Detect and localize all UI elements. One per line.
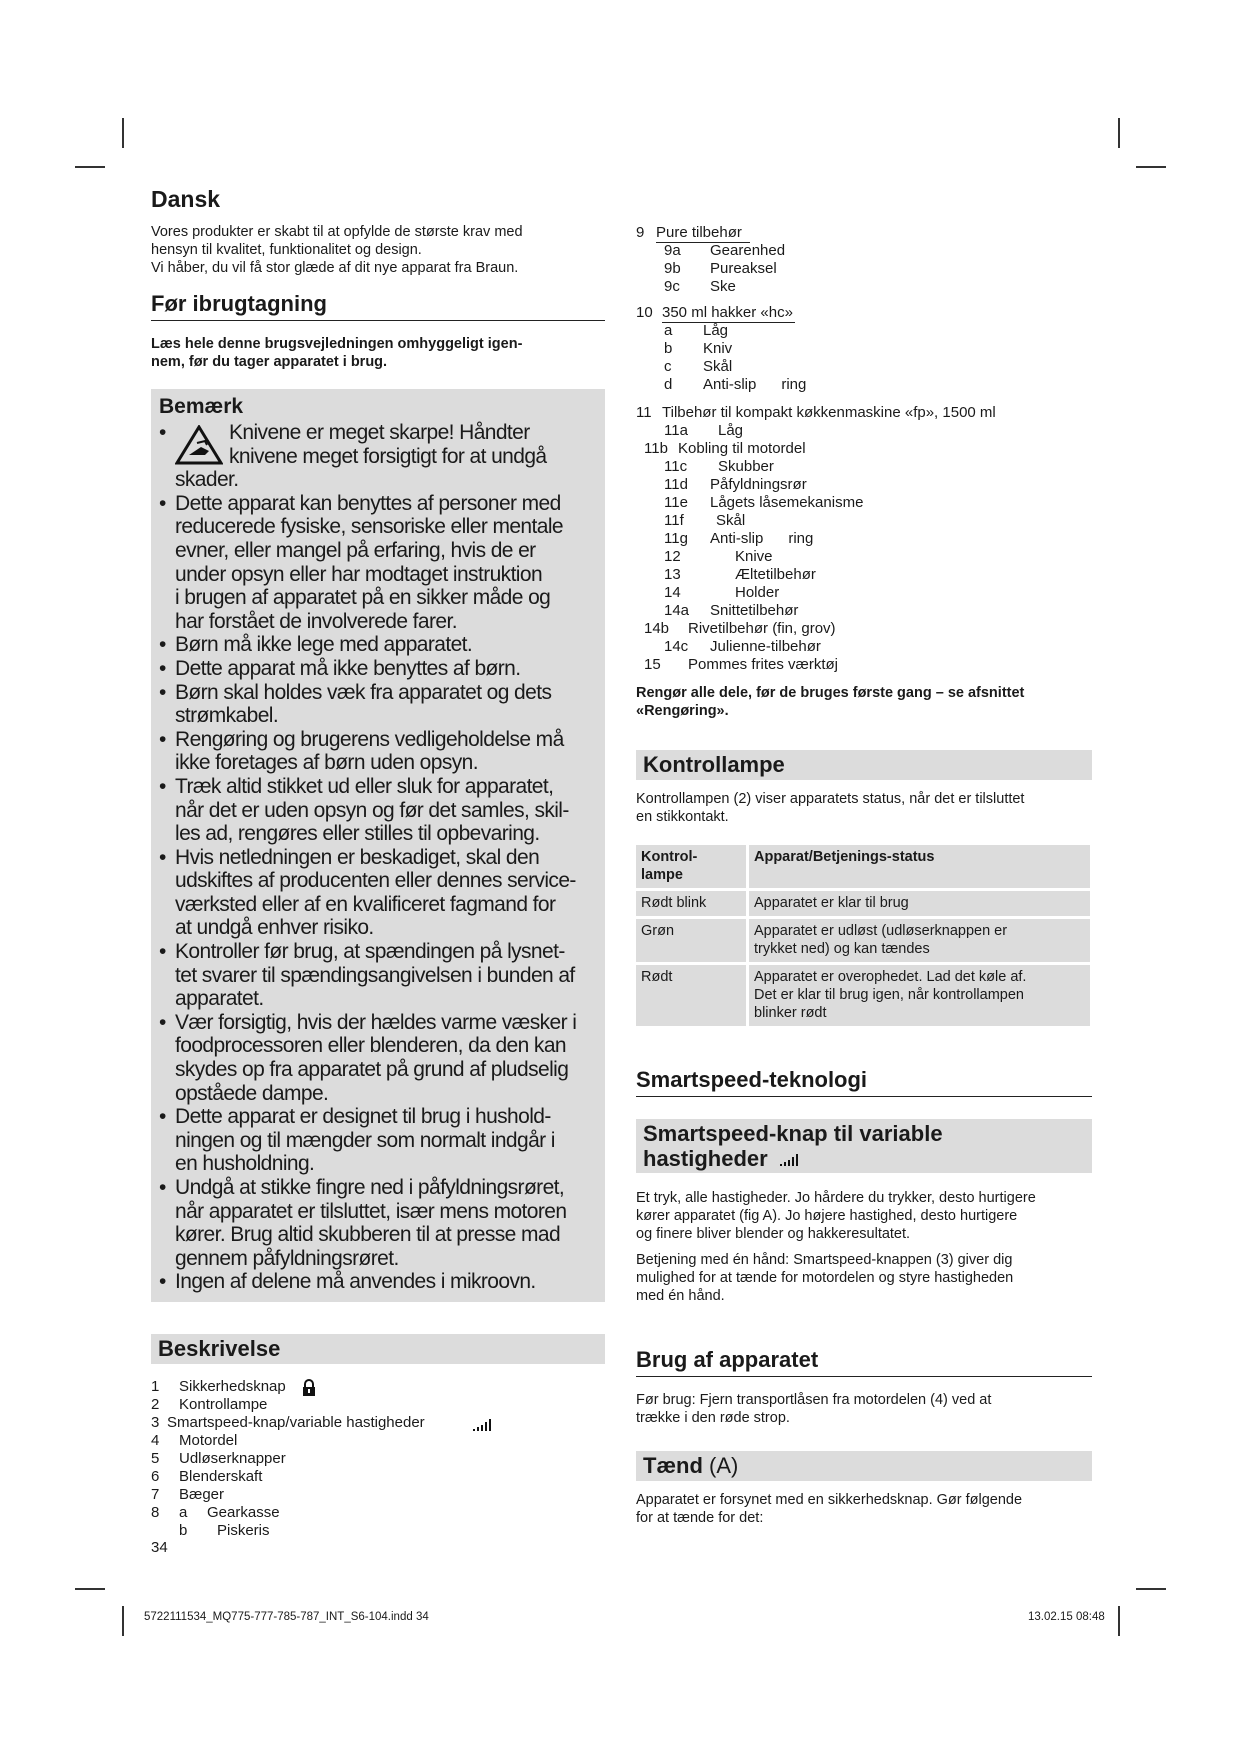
left-column <box>151 186 605 1540</box>
list-item: 9b Pureaksel <box>664 260 777 277</box>
clean-note: Rengør alle dele, før de bruges første gang – se afsnittet «Rengøring». <box>636 685 1025 719</box>
crop-mark <box>75 166 105 168</box>
smartspeed-band-heading: Smartspeed-knap til variable hastigheder <box>636 1119 1092 1173</box>
list-item: 9a Gearenhed <box>664 242 786 259</box>
table-row: Rødt Apparatet er overophedet. Lad det køle af. Det er klar til brug igen, når kontrollampen blinker rødt <box>636 965 1090 1026</box>
list-item: 6 Blenderskaft <box>151 1467 263 1485</box>
list-item: 11f Skål <box>664 512 746 529</box>
parts-list <box>636 224 1092 674</box>
smartspeed-heading: Smartspeed-teknologi <box>636 1067 1092 1097</box>
warning-item: • Knivene er meget skarpe! Håndter knivene meget forsigtigt for at undgå skader. <box>159 421 547 492</box>
list-item: 11a Låg <box>664 422 744 439</box>
smartspeed-text-2: Betjening med én hånd: Smartspeed-knappen (3) giver dig mulighed for at tænde for motordelen og styre hastigheden med én hånd. <box>636 1252 1014 1304</box>
page-number: 34 <box>151 1539 168 1556</box>
list-item: 11 Tilbehør til kompakt køkkenmaskine «fp», 1500 ml <box>636 404 996 421</box>
list-item: 5 Udløserknapper <box>151 1449 286 1467</box>
list-item: 14c Julienne-tilbehør <box>664 638 821 655</box>
note-item: • Dette apparat må ikke benyttes af børn. <box>159 656 521 680</box>
lamp-text: Kontrollampen (2) viser apparatets status, når det er tilsluttet en stikkontakt. <box>636 791 1025 825</box>
footer-date: 13.02.15 08:48 <box>1028 1611 1105 1623</box>
list-item: 3 Smartspeed-knap/variable hastigheder <box>151 1414 605 1432</box>
list-item: 1 Sikkerhedsknap <box>151 1378 605 1396</box>
description-list <box>151 1378 605 1540</box>
list-item: 10 350 ml hakker «hc» <box>636 304 793 321</box>
on-text: Apparatet er forsynet med en sikkerhedsknap. Gør følgende for at tænde for det: <box>636 1492 1023 1526</box>
note-item: • Træk altid stikket ud eller sluk for apparatet, når det er uden opsyn og før det samles, skil- les ad, rengøres eller stilles til opbevaring. <box>159 774 569 846</box>
list-item: b Kniv <box>664 340 733 357</box>
crop-mark <box>75 1588 105 1590</box>
list-item: 9 Pure tilbehør <box>636 224 1092 242</box>
list-item: 7 Bæger <box>151 1485 225 1503</box>
list-item: 11d Påfyldningsrør <box>664 476 807 493</box>
list-item: 8 a Gearkasse <box>151 1503 280 1521</box>
smartspeed-text-1: Et tryk, alle hastigheder. Jo hårdere du trykker, desto hurtigere kører apparatet (fig A). Jo højere hastighed, desto hurtigere og finere bliver blender og hakkeresultatet. <box>636 1190 1036 1242</box>
crop-mark <box>1136 1588 1166 1590</box>
list-item: c Skål <box>664 358 733 375</box>
list-item: 15 Pommes frites værktøj <box>644 656 839 673</box>
list-item: 4 Motordel <box>151 1431 238 1449</box>
crop-mark <box>122 1606 124 1636</box>
crop-mark <box>1136 166 1166 168</box>
note-title: Bemærk <box>159 395 244 418</box>
lamp-status-table <box>633 842 1093 1029</box>
crop-mark <box>1118 1606 1120 1636</box>
note-item: • Ingen af delene må anvendes i mikroovn. <box>159 1270 536 1294</box>
table-row: Grøn Apparatet er udløst (udløserknappen er trykket ned) og kan tændes <box>636 919 1090 962</box>
note-item: • Undgå at stikke fingre ned i påfyldningsrøret, når apparatet er tilsluttet, især mens motoren kører. Brug altid skubberen til at presse mad gennem påfyldningsrøret. <box>159 1176 567 1270</box>
table-row: Rødt blink Apparatet er klar til brug <box>636 891 1090 916</box>
use-heading: Brug af apparatet <box>636 1347 1092 1377</box>
list-item: 13 Æltetilbehør <box>664 566 816 583</box>
list-item: 12 Knive <box>664 548 773 565</box>
note-item: • Dette apparat er designet til brug i hushold- ningen og til mængder som normalt indgår i en husholdning. <box>159 1105 555 1176</box>
table-header-cell: Apparat/Betjenings-status <box>749 845 1090 888</box>
language-heading: Dansk <box>151 186 221 212</box>
speed-bars-icon <box>780 1146 798 1171</box>
lamp-heading: Kontrollampe <box>636 750 1092 780</box>
note-item: • Børn skal holdes væk fra apparatet og dets strømkabel. <box>159 680 552 728</box>
crop-mark <box>1118 118 1120 148</box>
list-item: 11c Skubber <box>664 458 774 475</box>
note-item: • Rengøring og brugerens vedligeholdelse må ikke foretages af børn uden opsyn. <box>159 727 564 775</box>
list-item: 11g Anti-slip ring <box>664 530 814 547</box>
list-item: 14b Rivetilbehør (fin, grov) <box>644 620 836 637</box>
note-item: • Dette apparat kan benyttes af personer med reducerede fysiske, sensoriske eller mentale evner, eller mangel på erfaring, hvis de er under opsyn eller har modtaget instruktion i brugen af apparatet på en sikker måde og har forstået de involverede farer. <box>159 491 563 633</box>
list-item: 11b Kobling til motordel <box>644 440 806 457</box>
use-text: Før brug: Fjern transportlåsen fra motordelen (4) ved at trække i den røde strop. <box>636 1392 992 1426</box>
before-use-text: Læs hele denne brugsvejledningen omhyggeligt igen- nem, før du tager apparatet i brug. <box>151 336 523 370</box>
list-item: b Piskeris <box>179 1521 270 1539</box>
description-heading: Beskrivelse <box>151 1334 605 1364</box>
right-column <box>636 224 1092 1527</box>
note-item: • Vær forsigtig, hvis der hældes varme væsker i foodprocessoren eller blenderen, da den kan skydes op fra apparatet på grund af pludselig opståede dampe. <box>159 1010 577 1105</box>
list-item: 11e Lågets låsemekanisme <box>664 494 864 511</box>
list-item: 14 Holder <box>664 584 780 601</box>
before-use-heading: Før ibrugtagning <box>151 291 605 321</box>
list-item: a Låg <box>664 322 729 339</box>
footer-file: 5722111534_MQ775-777-785-787_INT_S6-104.indd 34 <box>144 1611 429 1623</box>
list-item: d Anti-slip ring <box>664 376 807 393</box>
note-item: • Hvis netledningen er beskadiget, skal den udskiftes af producenten eller dennes service- værksted eller af en kvalificeret fagmand for at undgå enhver risiko. <box>159 845 576 940</box>
list-item: 2 Kontrollampe <box>151 1395 268 1413</box>
table-header-row <box>636 845 1090 888</box>
intro-text: Vores produkter er skabt til at opfylde de største krav med hensyn til kvalitet, funktionalitet og design. Vi håber, du vil få stor glæde af dit nye apparat fra Braun. <box>151 224 523 276</box>
crop-mark <box>122 118 124 148</box>
warning-triangle-icon <box>175 425 223 471</box>
note-item: • Børn må ikke lege med apparatet. <box>159 633 473 657</box>
table-header-cell: Kontrol- lampe <box>636 845 746 888</box>
list-item: 9c Ske <box>664 278 736 295</box>
note-item: • Kontroller før brug, at spændingen på lysnet- tet svarer til spændingsangivelsen i bunden af apparatet. <box>159 940 575 1011</box>
list-item: 14a Snittetilbehør <box>664 602 799 619</box>
safety-note-box <box>151 389 605 1302</box>
on-heading: Tænd (A) <box>636 1451 1092 1481</box>
